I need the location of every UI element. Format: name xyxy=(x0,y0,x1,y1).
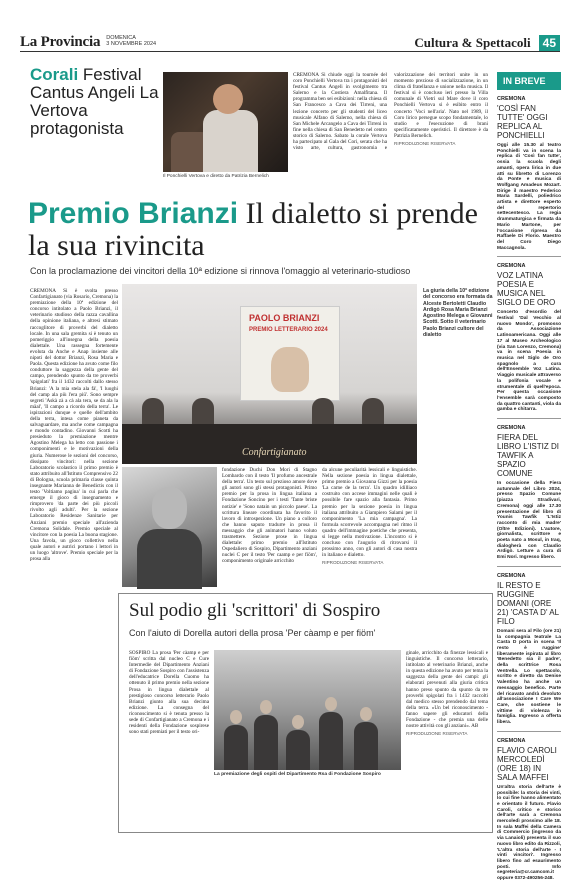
brief-item xyxy=(497,738,561,882)
brief-item xyxy=(497,263,561,419)
premio-column-3 xyxy=(322,467,417,592)
brief-headline: 'COSÌ FAN TUTTE' OGGI REPLICA AL PONCHIELLI xyxy=(497,104,548,140)
sospiro-column-1: SOSPIRO La prosa 'Per càamp e per fiöm' scritta dal nucleo C e Cure Intermedie del Dipartimento Anziani di Fondazione Sospiro con l'assistenza dell'educatrice Dorella Cuomo ha ottenuto il primo premio nella sezione Prosa in lingua dialettale al prestigioso concorso letterario Paolo Brianzi giunto alla sua decima edizione. La consegna del riconoscimento si è tenuta presso la sede di Confartigianato a Cremona e i residenti della Fondazione sospirese sono stati premiati per il testo ori- xyxy=(129,650,209,736)
brianzi-portrait xyxy=(122,467,217,587)
sospiro-photo xyxy=(214,650,401,770)
page-number: 45 xyxy=(539,35,560,51)
divider xyxy=(497,256,561,257)
corali-signature: RIPRODUZIONE RISERVATA xyxy=(394,141,456,147)
premio-tag: Premio Brianzi xyxy=(28,197,239,230)
brief-city: CREMONA xyxy=(497,263,526,270)
sospiro-photo-caption: La premiazione degli ospiti del Dipartimento Rsa di Fondazione Sospiro xyxy=(214,772,381,777)
divider xyxy=(497,418,561,419)
projection-screen xyxy=(240,306,340,401)
premio-lead-column: CREMONA Si è svolta presso Confartigianato (via Rosario, Cremona) la premiazione della 10ª edizione del concorso intitolato a Paolo Brianzi, il veterinario studioso della razza cavallina della opinione italiana, e altresì stimato raccoglitore di proverbi del dialetto locale. In una sala gremita si è tenuto un pomeriggio all'insegna della poesia dialettale. Una rassegna fortemente evoluta da Anche e Anap insieme alle nipoti del dottor Brianzi, Rosa Maria e Paola. Questa edizione ha avuto come filo conduttore la saggezza della gente del campo, prendendo spunto da tre proverbi 'spigolati' fra il 1432 raccolti dallo stesso Brianzi: 'A la mia stela ala fà', 'I luoghi del camp ala più l'era piü'. Sono sempre segreti 'Askà zà a cà ala tera, se da ala la mäal', 'Il campo a ricordo della terra'. Le ispirazioni dunque e quelle dell'ambito della terra, intesa come pianeta da salvaguardare, ma anche come campagna e mondo contadino. Giovanni Scotti ha presieduto la premiazione mentre Agostino Melega ha letto con passione i componimenti e le motivazioni della giuria. Numerose le sezioni del concorso, dissipato vincitori: nella sezione Laboratorio scolastico il primo premio è stato attribuito all'Istituto Comprensivo 22 di Bologna, scuola primaria classe quinta insegnante Marianna de Benedictis con il testo 'Voltiamo pagina' in cui parla che emerge il gioco di insegnamento e rimprovero 'da parte dei più piccoli rivolto agli adulti'. Per la sezione Laboratorio Residenze Sanitarie per Anziani premio speciale all'azienda Cremona Solidale. Premio speciale al vincitore con la poesia La buona stagione. Una favola, un gioco collettivo nella quale autori e autrici portano i lettori in un luogo 'altrove'. Premio speciale per la prosa alla xyxy=(30,288,118,563)
section-title: Cultura & Spettacoli xyxy=(414,35,531,50)
sospiro-subtitle: Con l'aiuto di Dorella autori della prosa 'Per càamp e per fiöm' xyxy=(129,628,376,638)
premio-subtitle: Con la proclamazione dei vincitori della 10ª edizione si rinnova l'omaggio al veterinario-studioso xyxy=(30,266,411,276)
divider xyxy=(497,731,561,732)
sospiro-headline: Sul podio gli 'scrittori' di Sospiro xyxy=(129,600,381,621)
premio-column-2: fondazione Duchi Don Mori di Stagno Lombardo con il testo 'Il profumo ancestrale della terra'. Un testo sul prezioso amore dove gli autori sono gli stessi protagonisti. Primo premio per la prosa in lingua italiana a Fondazione Soncino per i testi 'Tante briste notizie' e 'Sono natain un piccolo paese'. La scrittura lineare coordinata ha favorito il lavoro di introspezione. Un piano a colloro che hanno saputo tradurre in prosa il messaggio che gli animatori hanno voluto trasmettere. Sezione prose in lingua dialettale: primo premio all'Istituto Ospedaliero di Sospiro, Dipartimento anziani nuclei C per il testo 'Per caamp e per fiöm', componimento originale arricchito xyxy=(222,467,317,565)
screen-title: PAOLO BRIANZI xyxy=(249,313,320,323)
sospiro-column-2 xyxy=(406,650,488,830)
screen-subtitle: PREMIO LETTERARIO 2024 xyxy=(249,327,328,333)
premio-headline xyxy=(28,198,493,262)
brief-body: Domani sera al Filo (ore 21) la compagnia teatrale La Casta D porta in scena 'Il resto è ruggine' liberamente ispirata al libro 'Benedetto sia il padre', della scrittrice Rosa Ventrella. Lo spettacolo, scritto e diretto da Denise Valentino ha anche un messaggio benefico. Parte del ricavato andrà devoluto all'associazione I Care We Care, che sostiene le vittime di violenza in famiglia. Ingresso a offerta libera. xyxy=(497,628,561,726)
corali-tag: Corali xyxy=(30,65,79,84)
brief-body: In occasione della Fiera autunnale del Libro 2024, presso Spazio Comune (piazza Stradivari, Cremona) oggi alle 17.30 presentazione del libro di Younis Tawfik 'L'Istiz racconto di mia madre' (Oltre Edizioni). L'autore, giornalista, scrittore e poeta nato a Mosul, in Iraq, dialogherà con Claudio Ardigò. Letture a cura di Emi Nori. Ingresso libero. xyxy=(497,481,561,561)
brief-headline: IL RESTO E RUGGINE DOMANI (ORE 21) 'CASTA D' AL FILO xyxy=(497,580,559,626)
in-breve-band: IN BREVE xyxy=(497,72,561,90)
corali-article-text: CREMONA Si chiude oggi la tournée del coro Ponchielli Vertova tra i protagonisti del festival Cantus Angeli in svolgimento tra Salerno e la Costiera Amalfitana. Il programma ben sei esibizioni: nella chiesa di San Francesco a Cava dei Tirreni, una lezione concerto per gli studenti del liceo musicale Alfano di Salerno, nella chiesa di San Michele Arcangelo a Cava dei Tirreni in fine nella chiesa di San Benedetto nel centro storico di Salerno. Sabato la corale Vertova ha partecipato al Gala del Cori, serata che ha visto arte, cultura, gastronomia e valorizzazione dei territori unite in un momento prezioso di socializzazione, in un clima di fratellanza e unione nella musica. Il festival si è concluso ieri presso la Villa comunale di Vietri sul Mare dove il coro Ponchielli Vertova si è esibito entro il concerto 'Voci nell'aria'. Nato nel 1989, il Coro lirico persegue scopo fondamentale, lo studio e l'esecuzione di brani specificatamente operistici. Il direttore è da Patrizia Bernelich. xyxy=(293,72,488,152)
corali-headline-text: Festival Cantus Angeli La Vertova protagonista xyxy=(30,65,159,138)
brief-headline: VOZ LATINA POESIA E MUSICA NEL SIGLO DE ORO xyxy=(497,271,556,308)
page-header xyxy=(20,30,560,52)
corali-photo-caption: Il Ponchielli Vertova e diretto da Patrizia Bernelich xyxy=(163,174,269,179)
premio-signature: RIPRODUZIONE RISERVATA xyxy=(322,560,384,566)
premio-headline-text: Il dialetto si prende la sua rivincita xyxy=(28,197,478,262)
brief-body: Concerto d'esordio del festival 'Dal Vecchio al nuovo Mondo', promosso da Associazione Latinoamericana. Oggi alle 17 al Museo Archeologico (via San Lorenzo, Cremona) va in scena Poesia in musica nel Siglo de Oro spagnolo a cura dell'Ensemble Voz Latina. Viaggio musicale attraverso la polifonia vocale e strumentale di quell'epoca. Per questa occasione l'ensemble sarà composto da quattro cantanti, viola da gamba e chitarra. xyxy=(497,310,561,413)
corali-photo xyxy=(163,72,288,172)
brief-body: Un'altra storia dell'arte è possibile: la storia dei vinti, lo cui fine hanno alimentato e orientato il futuro. Flavio Caroli, critico e storico dell'arte sarà a Cremona mercoledì prossimo alle 18. In sala Maffei della Camera di Commercio (ingresso da via Lanaioli) presenta il suo nuovo libro edito da Rizzoli, 'L'altra storia dell'arte - I vinti vincitori'. Ingresso libero fino ad esaurimento posti. Info segreteria@cr.camcom.it oppure 0372-490256-248. xyxy=(497,784,561,882)
premio-column-3-text: da alcune peculiarità lessicali e linguistiche. Nella sezione poesia in lingua dialettale, primo premio a Giovanna Gizzi per la poesia 'La carne de la terra'. Un quadro idilliaco costruito con accese immagini nelle quali è possibile fare spazio alla fantasia. Primo premio per la sezione poesia in lingua italiana attribuito a Giampiero Salami per il componimento 'La mia campagna'. La formula scorrevole accompagna nel ritmo il quadro dell'immagine poetiche che presenta, si legge nella motivazione. L'incontro si è concluso con l'augurio di ritrovarsi il prossimo anno, con gli autori di casa nostra in italiano e dialetto. xyxy=(322,467,417,559)
brief-body: Oggi alle 15.30 al teatro Ponchielli va in scena la replica di 'Così fan tutte', ossia la scuola degli amanti, opera lirica in due atti su libretto di Lorenzo da Ponte e musica di Wolfgang Amadeus Mozart. Dirige il maestro Federico Maria Sardelli, poliedrico artista e direttore esperto del repertorio settecentesco. La regia drammaturgica e firmata da Mario Martone, per l'occasione ripresa da Raffaele Di Florio. Maestro del Coro Diego Maccagnola. xyxy=(497,143,561,251)
newspaper-title: La Provincia xyxy=(20,34,101,50)
brief-headline: FIERA DEL LIBRO L'ISTIZ DI TAWFIK A SPAZIO COMUNE xyxy=(497,433,559,479)
corali-headline xyxy=(30,66,160,138)
brief-city: CREMONA xyxy=(497,737,526,744)
issue-day: DOMENICA xyxy=(106,35,136,41)
brief-city: CREMONA xyxy=(497,425,526,432)
issue-date-text: 3 NOVEMBRE 2024 xyxy=(106,41,157,47)
divider xyxy=(497,566,561,567)
confartigianato-logo: Confartigianato xyxy=(242,447,307,458)
brief-item xyxy=(497,573,561,732)
brief-city: CREMONA xyxy=(497,572,526,579)
sospiro-signature: RIPRODUZIONE RISERVATA xyxy=(406,731,468,737)
brief-item xyxy=(497,425,561,567)
sospiro-box xyxy=(118,593,493,833)
issue-date xyxy=(106,35,156,47)
brief-item xyxy=(497,96,561,257)
sospiro-column-2-text: ginale, arricchito da finezze lessicali e linguistiche. Il concorso letterario, intitolato al veterinario Brianzi, anche in questa edizione ha avuto per tema la saggezza della gente dei campi: gli elaborati prevenuti alla giuria critica hanno preso spunto da spunto da tre proverbi spigolati fra i 1432 raccolti dal medico stesso prendendo dal tema della terra. «Un bel riconoscimento - fanno sapere gli educatori della Fondazione - che premia una delle nostre attività con gli anziani». AB xyxy=(406,650,488,730)
premio-photo-caption: La giuria della 10ª edizione del concorso era formata da Alceste Bertoletti Claudio Ardigò Rosa Maria Brianzi Agostino Melega e Giovanni Scotti. Sotto il veterinario Paolo Brianzi cultore del dialetto xyxy=(423,288,493,339)
corali-article-body xyxy=(293,72,488,184)
brief-headline: FLAVIO CAROLI MERCOLEDÌ (ORE 18) IN SALA MAFFEI xyxy=(497,745,557,782)
brief-city: CREMONA xyxy=(497,96,526,102)
in-breve-sidebar xyxy=(497,72,561,882)
premio-photo xyxy=(122,284,417,464)
